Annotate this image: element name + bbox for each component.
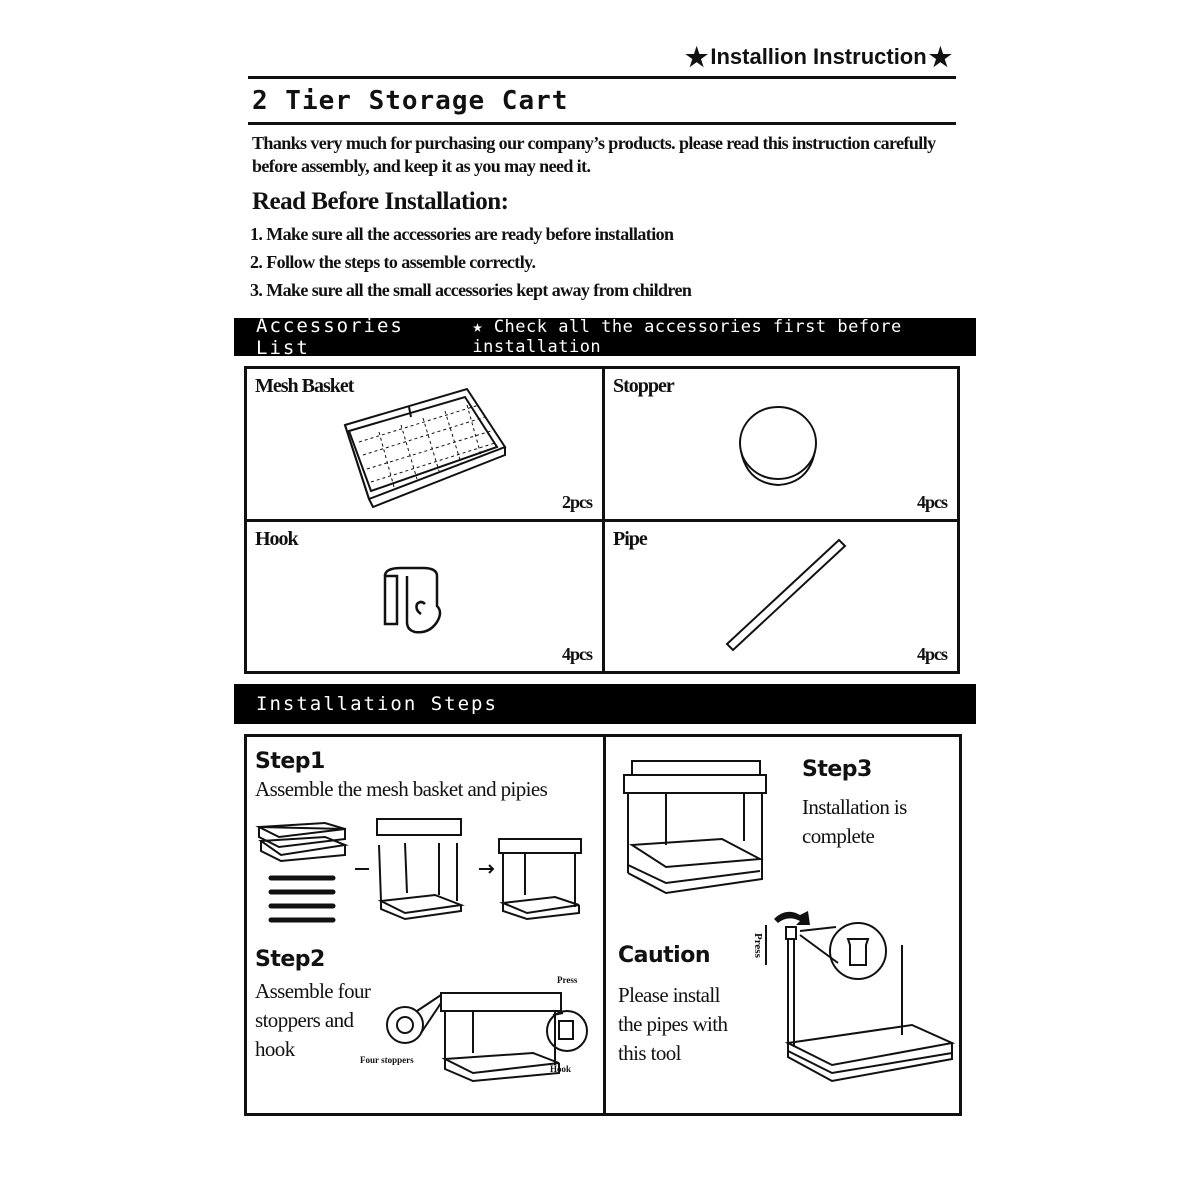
- caution-title: Caution: [618, 943, 710, 968]
- accessories-bar-title: Accessories List: [256, 315, 404, 359]
- instruction-label: [685, 44, 952, 70]
- list-item: 2. Follow the steps to assemble correctly.: [250, 252, 536, 272]
- accessory-hook: [247, 522, 605, 671]
- accessory-name: Pipe: [613, 528, 647, 550]
- divider: [248, 122, 956, 125]
- step3-desc-line: Installation is: [802, 795, 907, 819]
- accessory-mesh-basket: [247, 369, 605, 522]
- read-before-list: [250, 220, 691, 304]
- step3-title: Step3: [802, 757, 872, 782]
- caution-desc-line: Please install: [618, 983, 720, 1007]
- accessories-grid: [244, 366, 960, 674]
- step1-illustration: [255, 815, 585, 925]
- accessory-qty: 4pcs: [916, 644, 947, 664]
- caution-illustration: [752, 905, 962, 1101]
- pipe-icon: [723, 536, 847, 652]
- accessory-qty: 2pcs: [561, 492, 592, 512]
- press-label: Press: [752, 933, 764, 958]
- installation-steps-title: Installation Steps: [256, 693, 498, 715]
- star-icon: ★: [685, 42, 709, 72]
- intro-text: Thanks very much for purchasing our company’s products. please read this instruction carefully before assembly, and keep it as you may need it.: [252, 133, 936, 176]
- step2-desc-line: hook: [255, 1037, 295, 1061]
- page-title: 2 Tier Storage Cart: [252, 86, 569, 116]
- list-item: 3. Make sure all the small accessories kept away from children: [250, 280, 692, 300]
- read-before-heading: Read Before Installation:: [252, 188, 509, 215]
- accessories-bar-note: ★ Check all the accessories first before installation: [472, 317, 902, 357]
- step2-desc-line: Assemble four: [255, 979, 371, 1003]
- accessory-qty: 4pcs: [916, 492, 947, 512]
- installation-steps-bar: [234, 684, 976, 724]
- step3-desc-line: complete: [802, 824, 875, 848]
- stopper-icon: [733, 403, 823, 489]
- divider: [248, 76, 956, 79]
- accessory-qty: 4pcs: [561, 644, 592, 664]
- step3-illustration: [622, 755, 776, 905]
- list-item: 1. Make sure all the accessories are ready before installation: [250, 224, 674, 244]
- steps-right-column: [606, 737, 959, 1113]
- star-icon: ★: [928, 42, 952, 72]
- accessory-stopper: [605, 369, 957, 522]
- step2-desc: [255, 977, 370, 1064]
- step3-desc: [802, 793, 907, 851]
- mesh-basket-icon: [339, 387, 509, 512]
- accessory-name: Hook: [255, 528, 298, 550]
- steps-left-column: [247, 737, 606, 1113]
- hook-icon: [381, 566, 445, 636]
- caution-desc-line: the pipes with: [618, 1012, 728, 1036]
- step2-desc-line: stoppers and: [255, 1008, 354, 1032]
- caution-desc-line: this tool: [618, 1041, 681, 1065]
- caution-desc: [618, 981, 727, 1068]
- instruction-label-text: Installion Instruction: [710, 44, 927, 69]
- accessory-pipe: [605, 522, 957, 671]
- four-stoppers-label: Four stoppers: [360, 1055, 414, 1065]
- hook-label: Hook: [550, 1064, 572, 1074]
- accessory-name: Stopper: [613, 375, 674, 397]
- step1-desc: Assemble the mesh basket and pipies: [255, 777, 548, 801]
- accessories-bar: [234, 315, 976, 359]
- accessory-name: Mesh Basket: [255, 375, 354, 397]
- step1-title: Step1: [255, 749, 325, 774]
- press-label: Press: [557, 975, 578, 985]
- steps-panel: [244, 734, 962, 1116]
- step2-title: Step2: [255, 947, 325, 972]
